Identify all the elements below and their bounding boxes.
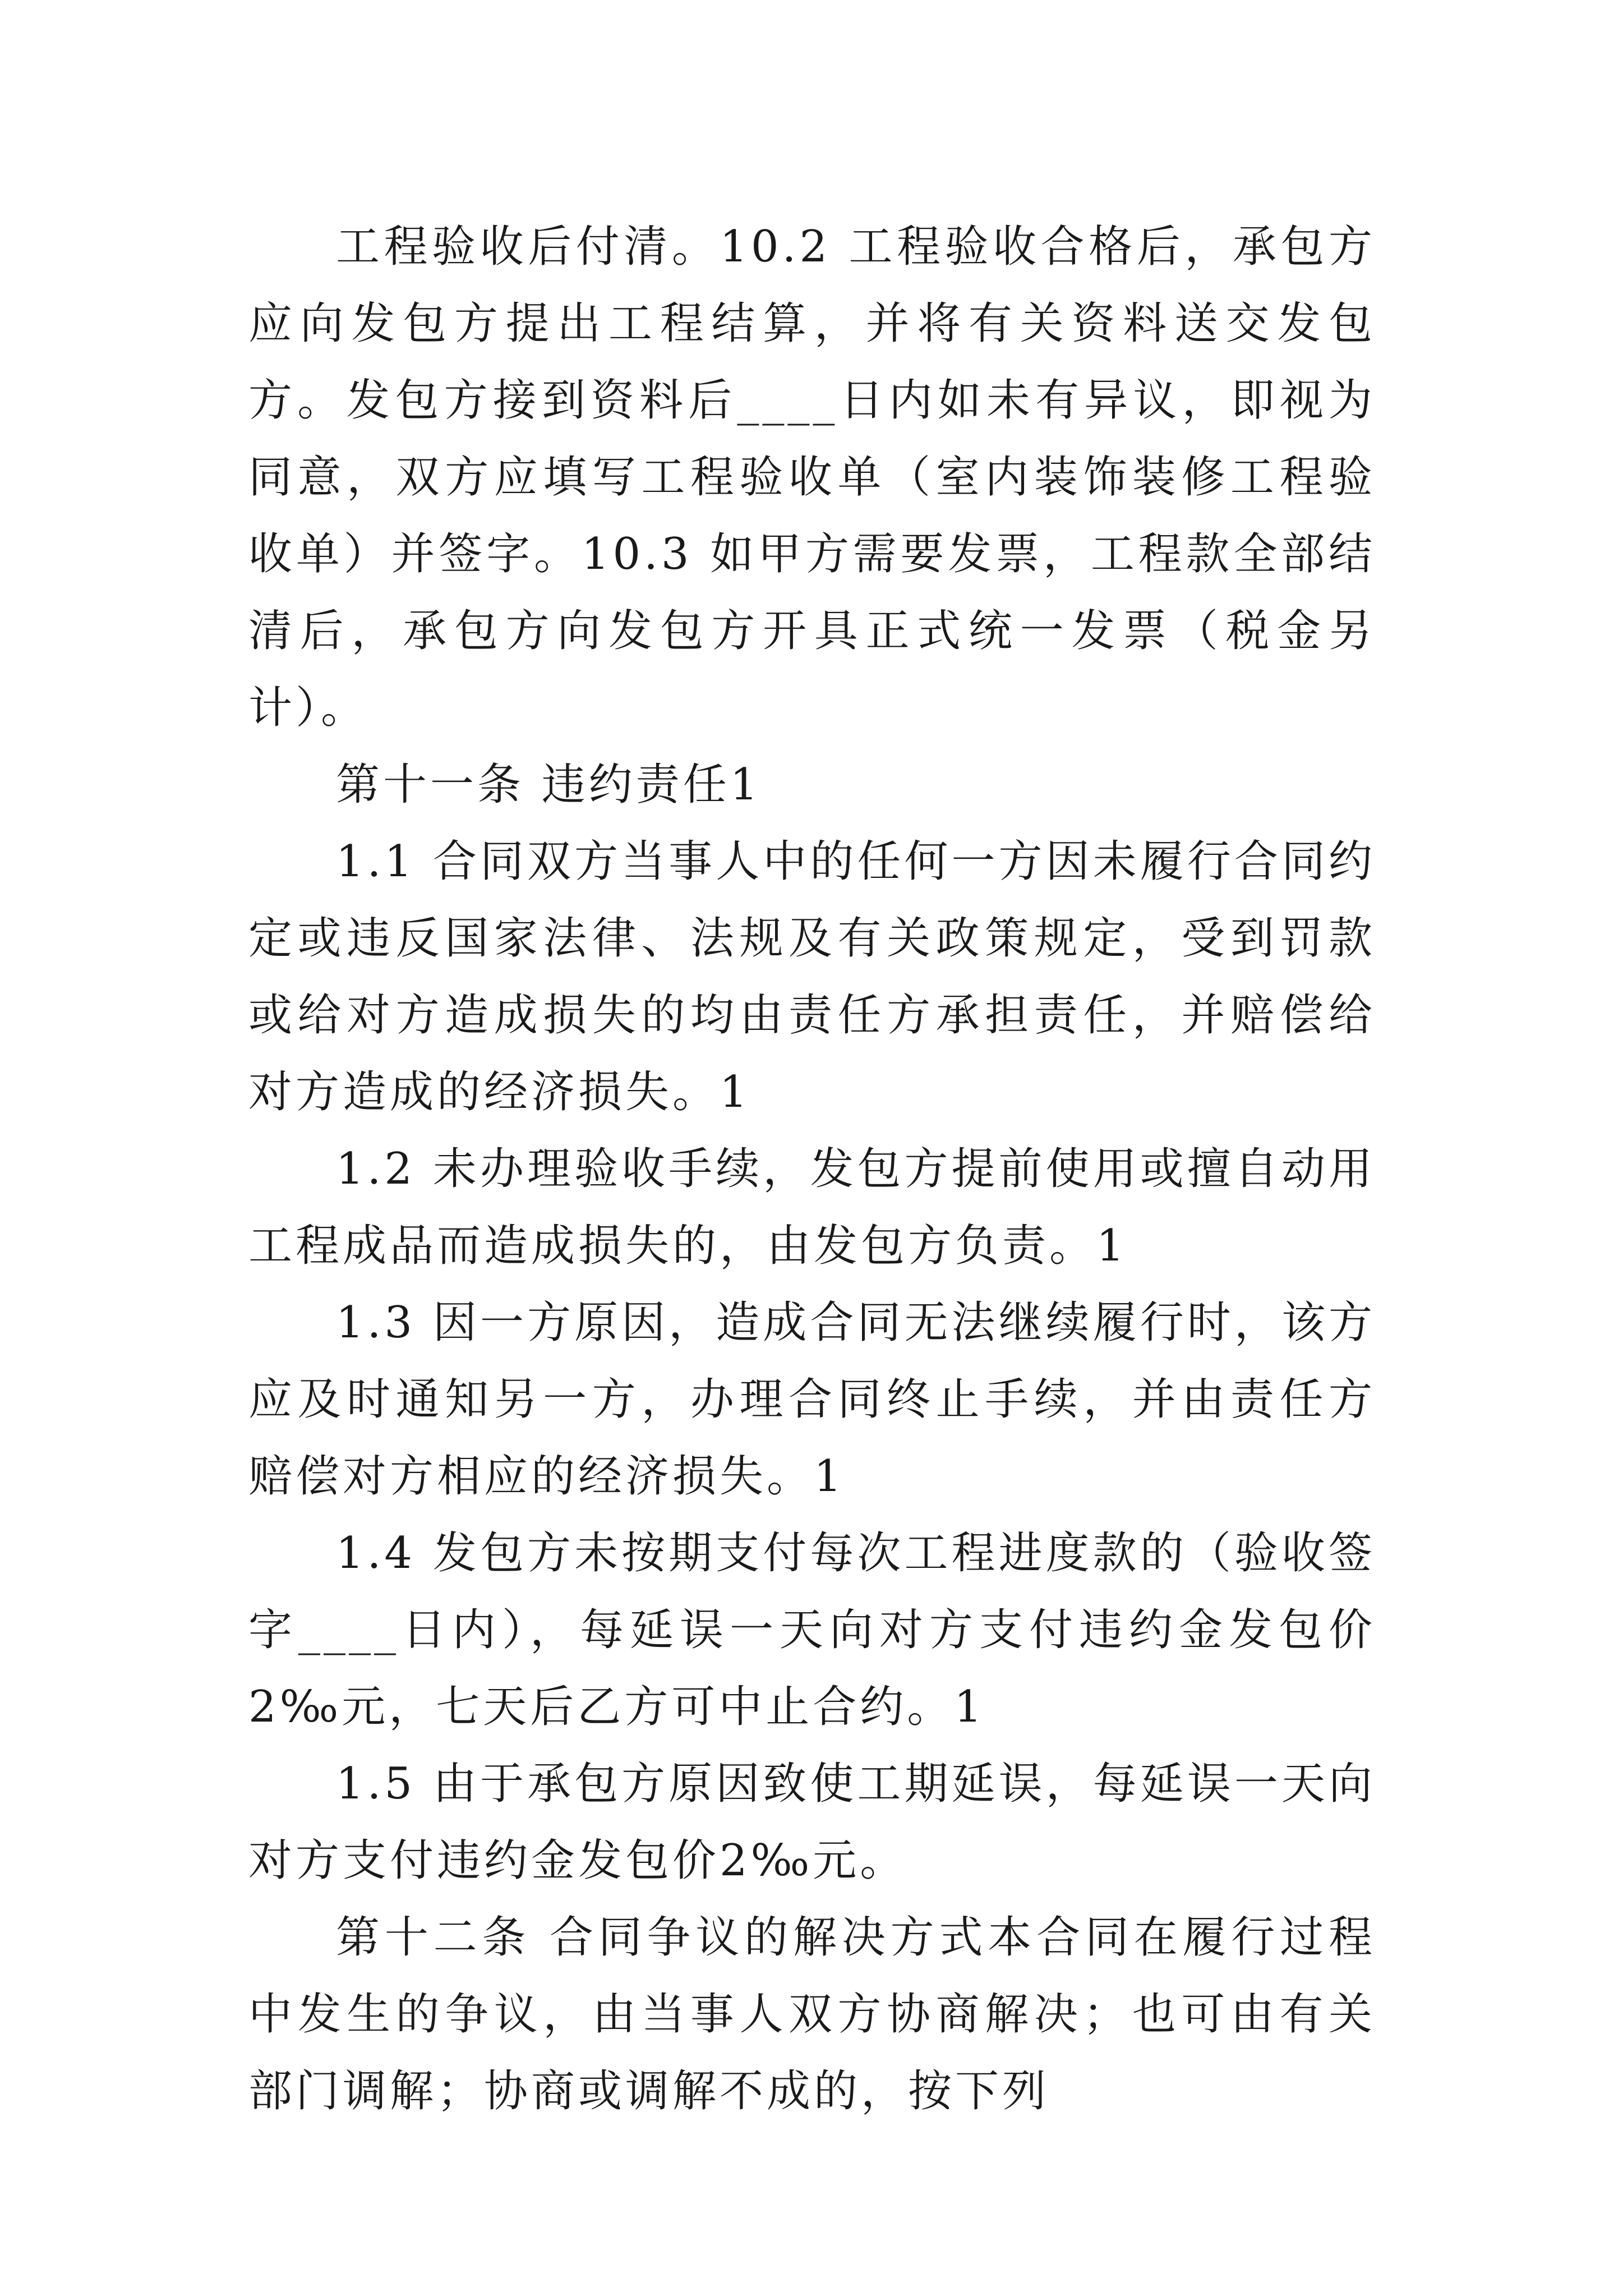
paragraph-clause-1-3: 1.3 因一方原因，造成合同无法继续履行时，该方应及时通知另一方，办理合同终止手续，并由责任方赔偿对方相应的经济损失。1 [248, 1297, 1376, 1502]
paragraph-article-12-dispute: 第十二条 合同争议的解决方式本合同在履行过程中发生的争议，由当事人双方协商解决；也可由有关部门调解；协商或调解不成的，按下列 [248, 1912, 1376, 2116]
paragraph-clause-1-1: 1.1 合同双方当事人中的任何一方因未履行合同约定或违反国家法律、法规及有关政策规定，受到罚款或给对方造成损失的均由责任方承担责任，并赔偿给对方造成的经济损失。1 [248, 836, 1376, 1117]
document-body [248, 209, 1376, 2130]
paragraph-clause-1-4: 1.4 发包方未按期支付每次工程进度款的（验收签字____日内），每延误一天向对方支付违约金发包价2‰元，七天后乙方可中止合约。1 [248, 1528, 1376, 1732]
paragraph-settlement: 工程验收后付清。10.2 工程验收合格后，承包方应向发包方提出工程结算，并将有关资料送交发包方。发包方接到资料后____日内如未有异议，即视为同意，双方应填写工程验收单（室内装饰装修工程验收单）并签字。10.3 如甲方需要发票，工程款全部结清后，承包方向发包方开具正式统一发票（税金另计）。 [248, 222, 1376, 733]
paragraph-clause-1-5: 1.5 由于承包方原因致使工期延误，每延误一天向对方支付违约金发包价2‰元。 [248, 1759, 1376, 1886]
heading-article-11-breach-liability: 第十一条 违约责任1 [336, 760, 762, 810]
paragraph-clause-1-2: 1.2 未办理验收手续，发包方提前使用或擅自动用工程成品而造成损失的，由发包方负责。1 [248, 1144, 1376, 1271]
